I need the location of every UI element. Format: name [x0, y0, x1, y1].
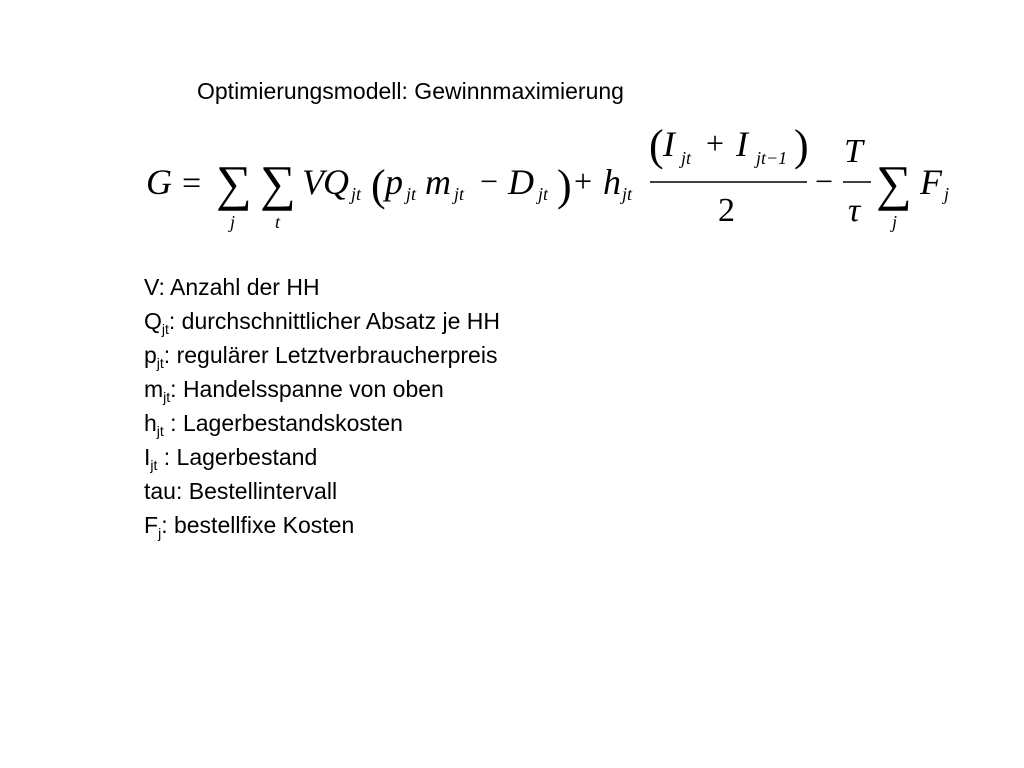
legend-description: : durchschnittlicher Absatz je HH [168, 308, 500, 334]
frac-rparen: ) [794, 121, 809, 170]
sum-j2-sign: ∑ [876, 155, 912, 211]
variable-legend [144, 270, 500, 542]
legend-description: : Bestellintervall [175, 478, 338, 504]
sum-j2-index: j [892, 212, 898, 232]
formula-equals: = [182, 165, 202, 202]
formula-V: V [302, 162, 324, 202]
slide-title: Optimierungsmodell: Gewinnmaximierung [197, 78, 624, 104]
legend-subscript: jt [150, 457, 158, 473]
legend-item-I [144, 440, 500, 474]
legend-description: : Anzahl der HH [158, 274, 320, 300]
legend-description: : Handelsspanne von oben [170, 376, 444, 402]
legend-description: : regulärer Letztverbraucherpreis [163, 342, 498, 368]
formula-minus-1: − [480, 163, 499, 199]
legend-subscript: jt [156, 423, 164, 439]
legend-item-Q [144, 304, 500, 338]
formula-p-sub: jt [406, 184, 417, 204]
sum-t-sign: ∑ [260, 155, 296, 211]
formula-G: G [146, 162, 172, 202]
frac-lparen: ( [649, 121, 664, 170]
formula-m: m [425, 162, 451, 202]
frac-T: T [844, 133, 863, 170]
legend-subscript: jt [163, 389, 171, 405]
formula-F-sub: j [944, 184, 950, 204]
formula-m-sub: jt [454, 184, 465, 204]
legend-item-V [144, 270, 500, 304]
profit-formula [0, 0, 1024, 260]
frac-I2: I [736, 124, 748, 164]
formula-h-sub: jt [622, 184, 633, 204]
legend-symbol: I [144, 444, 151, 470]
legend-symbol: tau [144, 478, 176, 504]
sum-t-index: t [275, 212, 281, 232]
legend-symbol: V [144, 274, 159, 300]
legend-description: : bestellfixe Kosten [161, 512, 355, 538]
legend-symbol: h [144, 410, 157, 436]
legend-subscript: jt [156, 355, 164, 371]
legend-symbol: m [144, 376, 164, 402]
frac-I1: I [663, 124, 675, 164]
legend-symbol: F [144, 512, 159, 538]
formula-D: D [508, 162, 534, 202]
formula-rparen: ) [557, 161, 572, 210]
legend-item-tau [144, 474, 500, 508]
frac-tau: τ [848, 192, 861, 229]
legend-item-m [144, 372, 500, 406]
legend-item-p [144, 338, 500, 372]
formula-minus-2: − [815, 163, 834, 199]
formula-lparen: ( [371, 161, 386, 210]
formula-plus-1: + [574, 163, 593, 199]
legend-symbol: p [144, 342, 157, 368]
formula-p: p [385, 162, 403, 202]
formula-F: F [920, 162, 942, 202]
frac-denominator: 2 [718, 192, 735, 229]
legend-item-h [144, 406, 500, 440]
sum-j-sign: ∑ [216, 155, 252, 211]
legend-item-F [144, 508, 500, 542]
formula-D-sub: jt [538, 184, 549, 204]
legend-description: : Lagerbestandskosten [163, 410, 403, 436]
formula-h: h [603, 162, 621, 202]
formula-Q: Q [323, 162, 349, 202]
legend-symbol: Q [144, 308, 162, 334]
legend-subscript: j [158, 525, 162, 541]
legend-subscript: jt [161, 321, 169, 337]
sum-j-index: j [230, 212, 236, 232]
frac-I1-sub: jt [681, 148, 692, 168]
legend-description: : Lagerbestand [157, 444, 318, 470]
frac-plus: + [706, 125, 725, 161]
frac-I2-sub: jt−1 [756, 148, 788, 168]
formula-Q-sub: jt [351, 184, 362, 204]
